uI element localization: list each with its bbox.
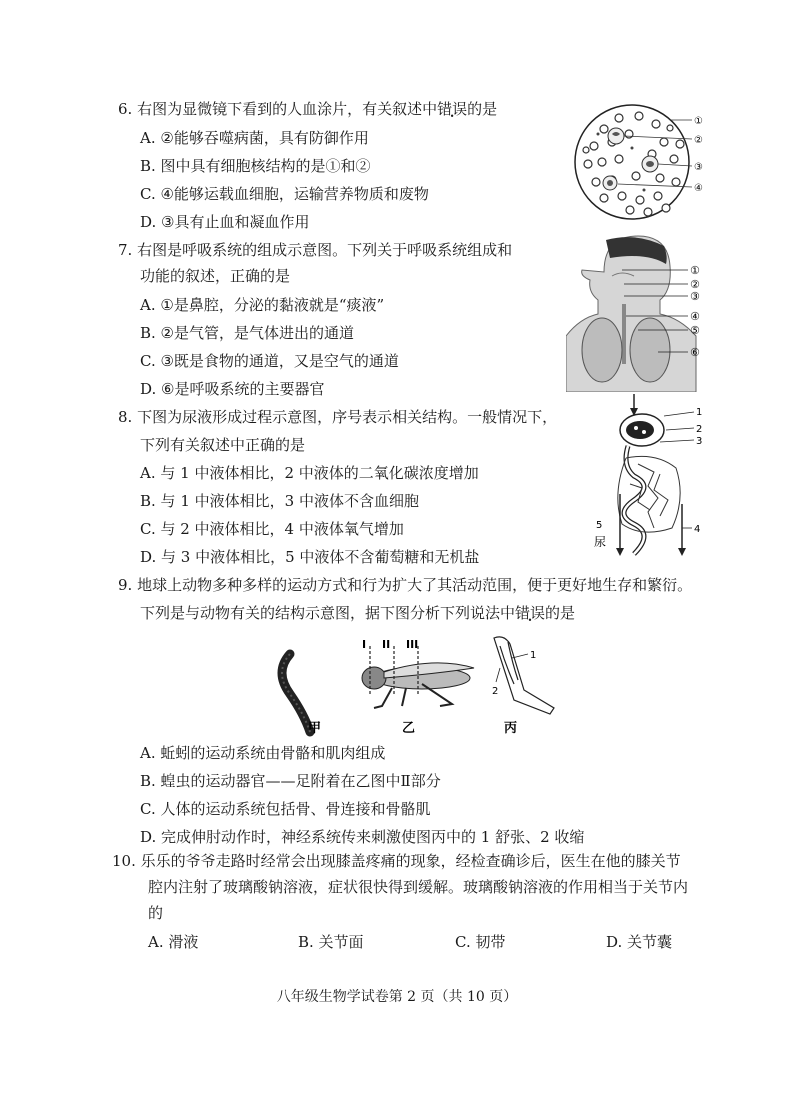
resp-label-4: ④: [690, 310, 700, 323]
resp-label-6: ⑥: [690, 346, 700, 359]
q8-stem-line2: 下列有关叙述中正确的是: [140, 436, 306, 454]
q6-emphasis: 错误: [437, 100, 468, 118]
resp-label-3: ③: [690, 290, 700, 303]
q6-stem: 6. 右图为显微镜下看到的人血涂片，有关叙述中错误的是: [118, 100, 498, 118]
q8-option-a: A. 与 1 中液体相比，2 中液体的二氧化碳浓度增加: [140, 464, 479, 482]
blood-label-4: ④: [694, 183, 703, 194]
q8-stem-line1: 8. 下图为尿液形成过程示意图，序号表示相关结构。一般情况下，: [118, 408, 558, 426]
q7-option-b: B. ②是气管，是气体进出的通道: [140, 324, 355, 342]
q10-stem-line1: 10. 乐乐的爷爷走路时经常会出现膝盖疼痛的现象，经检查确诊后，医生在他的膝关节: [112, 852, 681, 870]
q9-emphasis: 错误: [515, 604, 546, 622]
q6-option-b: B. 图中具有细胞核结构的是①和②: [140, 157, 371, 175]
q7-option-a: A. ①是鼻腔，分泌的黏液就是“痰液”: [140, 296, 385, 314]
page-footer: 八年级生物学试卷第 2 页（共 10 页）: [276, 989, 518, 1005]
caption-yi: 乙: [402, 721, 416, 736]
q7-stem-line1: 7. 右图是呼吸系统的组成示意图。下列关于呼吸系统组成和: [118, 241, 513, 259]
grasshopper-part-1: I: [362, 638, 367, 651]
resp-label-1: ①: [690, 264, 700, 277]
caption-bing: 丙: [504, 721, 518, 736]
blood-label-1: ①: [694, 116, 703, 127]
q10-option-c: C. 韧带: [455, 933, 506, 951]
q10-option-d: D. 关节囊: [606, 933, 673, 951]
nephron-label-3: 3: [696, 436, 703, 447]
q7-option-d: D. ⑥是呼吸系统的主要器官: [140, 380, 325, 398]
q8-option-b: B. 与 1 中液体相比，3 中液体不含血细胞: [140, 492, 419, 510]
grasshopper-part-2: II: [382, 638, 391, 651]
q10-option-a: A. 滑液: [148, 933, 199, 951]
q6-option-d: D. ③具有止血和凝血作用: [140, 213, 310, 231]
resp-label-5: ⑤: [690, 324, 700, 337]
q6-option-c: C. ④能够运载血细胞，运输营养物质和废物: [140, 185, 429, 203]
nephron-label-1: 1: [696, 407, 703, 418]
nephron-label-2: 2: [696, 424, 703, 435]
blood-label-2: ②: [694, 135, 703, 146]
blood-smear-figure: [574, 104, 714, 224]
arm-label-2: 2: [492, 686, 499, 697]
resp-label-2: ②: [690, 278, 700, 291]
q9-stem-line2: 下列是与动物有关的结构示意图，据下图分析下列说法中错误的是: [140, 604, 576, 622]
nephron-label-5: 5: [596, 520, 603, 531]
nephron-label-4: 4: [694, 524, 701, 535]
q10-option-b: B. 关节面: [298, 933, 364, 951]
q6-option-a: A. ②能够吞噬病菌，具有防御作用: [140, 129, 369, 147]
respiratory-system-figure: [566, 232, 718, 392]
q10-stem-line3: 的: [148, 904, 164, 922]
q8-option-d: D. 与 3 中液体相比，5 中液体不含葡萄糖和无机盐: [140, 548, 480, 566]
grasshopper-part-3: III: [406, 638, 419, 651]
q9-option-b: B. 蝗虫的运动器官——足附着在乙图中Ⅱ部分: [140, 772, 441, 790]
q9-option-a: A. 蚯蚓的运动系统由骨骼和肌肉组成: [140, 744, 386, 762]
nephron-figure: [590, 394, 720, 564]
q9-option-d: D. 完成伸肘动作时，神经系统传来刺激使图丙中的 1 舒张、2 收缩: [140, 828, 585, 846]
blood-label-3: ③: [694, 162, 703, 173]
caption-jia: 甲: [308, 721, 322, 736]
q7-stem-line2: 功能的叙述，正确的是: [140, 267, 291, 285]
nephron-label-urine: 尿: [594, 535, 607, 549]
q7-option-c: C. ③既是食物的通道，又是空气的通道: [140, 352, 399, 370]
q9-option-c: C. 人体的运动系统包括骨、骨连接和骨骼肌: [140, 800, 431, 818]
q9-stem-line1: 9. 地球上动物多种多样的运动方式和行为扩大了其活动范围，便于更好地生存和繁衍。: [118, 576, 693, 594]
arm-label-1: 1: [530, 650, 537, 661]
q10-stem-line2: 腔内注射了玻璃酸钠溶液，症状很快得到缓解。玻璃酸钠溶液的作用相当于关节内: [148, 878, 689, 896]
animal-structures-figure: [272, 632, 572, 742]
q8-option-c: C. 与 2 中液体相比，4 中液体氧气增加: [140, 520, 404, 538]
